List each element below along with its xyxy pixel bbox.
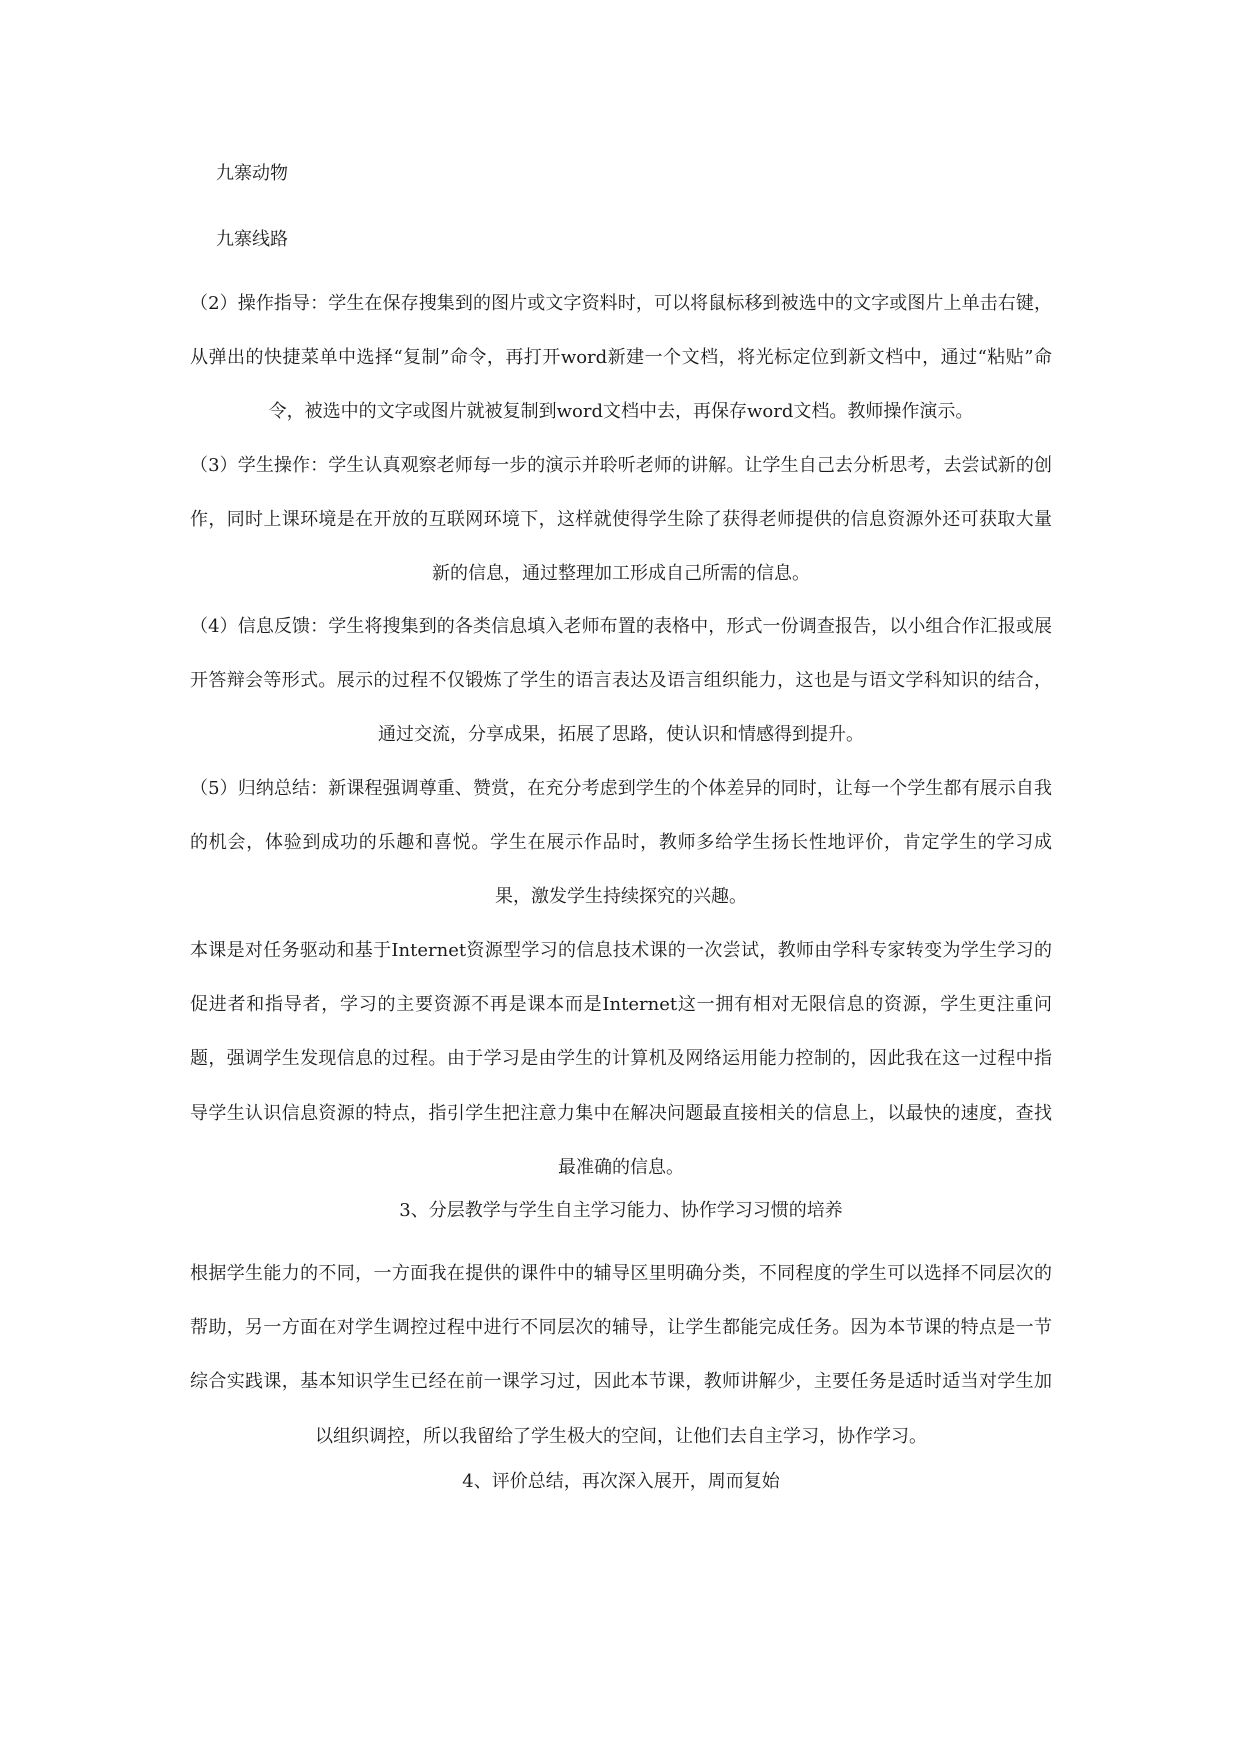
paragraph-course-reflection: 本课是对任务驱动和基于Internet资源型学习的信息技术课的一次尝试，教师由学科专家转变为学生学习的促进者和指导者，学习的主要资源不再是课本而是Internet这一拥有相对无限信息的资源，学生更注重问题，强调学生发现信息的过程。由于学习是由学生的计算机及网络运用能力控制的，因此我在这一过程中指导学生认识信息资源的特点，指引学生把注意力集中在解决问题最直接相关的信息上，以最快的速度，查找最准确的信息。 — [190, 940, 1052, 1178]
paragraph-operation-guide: （2）操作指导：学生在保存搜集到的图片或文字资料时，可以将鼠标移到被选中的文字或图片上单击右键，从弹出的快捷菜单中选择“复制”命令，再打开word新建一个文档，将光标定位到新文档中，通过“粘贴”命令，被选中的文字或图片就被复制到word文档中去，再保存word文档。教师操作演示。 — [190, 293, 1052, 423]
paragraph-summary: （5）归纳总结：新课程强调尊重、赞赏，在充分考虑到学生的个体差异的同时，让每一个学生都有展示自我的机会，体验到成功的乐趣和喜悦。学生在展示作品时，教师多给学生扬长性地评价，肯定学生的学习成果，激发学生持续探究的兴趣。 — [190, 778, 1052, 908]
paragraph-information-feedback: （4）信息反馈：学生将搜集到的各类信息填入老师布置的表格中，形式一份调查报告，以小组合作汇报或展开答辩会等形式。展示的过程不仅锻炼了学生的语言表达及语言组织能力，这也是与语文学科知识的结合，通过交流，分享成果，拓展了思路，使认识和情感得到提升。 — [190, 616, 1052, 746]
section-heading-3: 3、分层教学与学生自主学习能力、协作学习习惯的培养 — [399, 1200, 843, 1221]
paragraph-layered-teaching: 根据学生能力的不同，一方面我在提供的课件中的辅导区里明确分类，不同程度的学生可以选择不同层次的帮助，另一方面在对学生调控过程中进行不同层次的辅导，让学生都能完成任务。因为本节课的特点是一节综合实践课，基本知识学生已经在前一课学习过，因此本节课，教师讲解少，主要任务是适时适当对学生加以组织调控，所以我留给了学生极大的空间，让他们去自主学习，协作学习。 — [190, 1263, 1052, 1447]
list-item-jiuzhai-routes: 九寨线路 — [216, 229, 288, 250]
paragraph-student-operation: （3）学生操作：学生认真观察老师每一步的演示并聆听老师的讲解。让学生自己去分析思考，去尝试新的创作，同时上课环境是在开放的互联网环境下，这样就使得学生除了获得老师提供的信息资源外还可获取大量新的信息，通过整理加工形成自己所需的信息。 — [190, 455, 1052, 585]
section-heading-4: 4、评价总结，再次深入展开，周而复始 — [462, 1471, 780, 1492]
list-item-jiuzhai-animals: 九寨动物 — [216, 163, 288, 184]
